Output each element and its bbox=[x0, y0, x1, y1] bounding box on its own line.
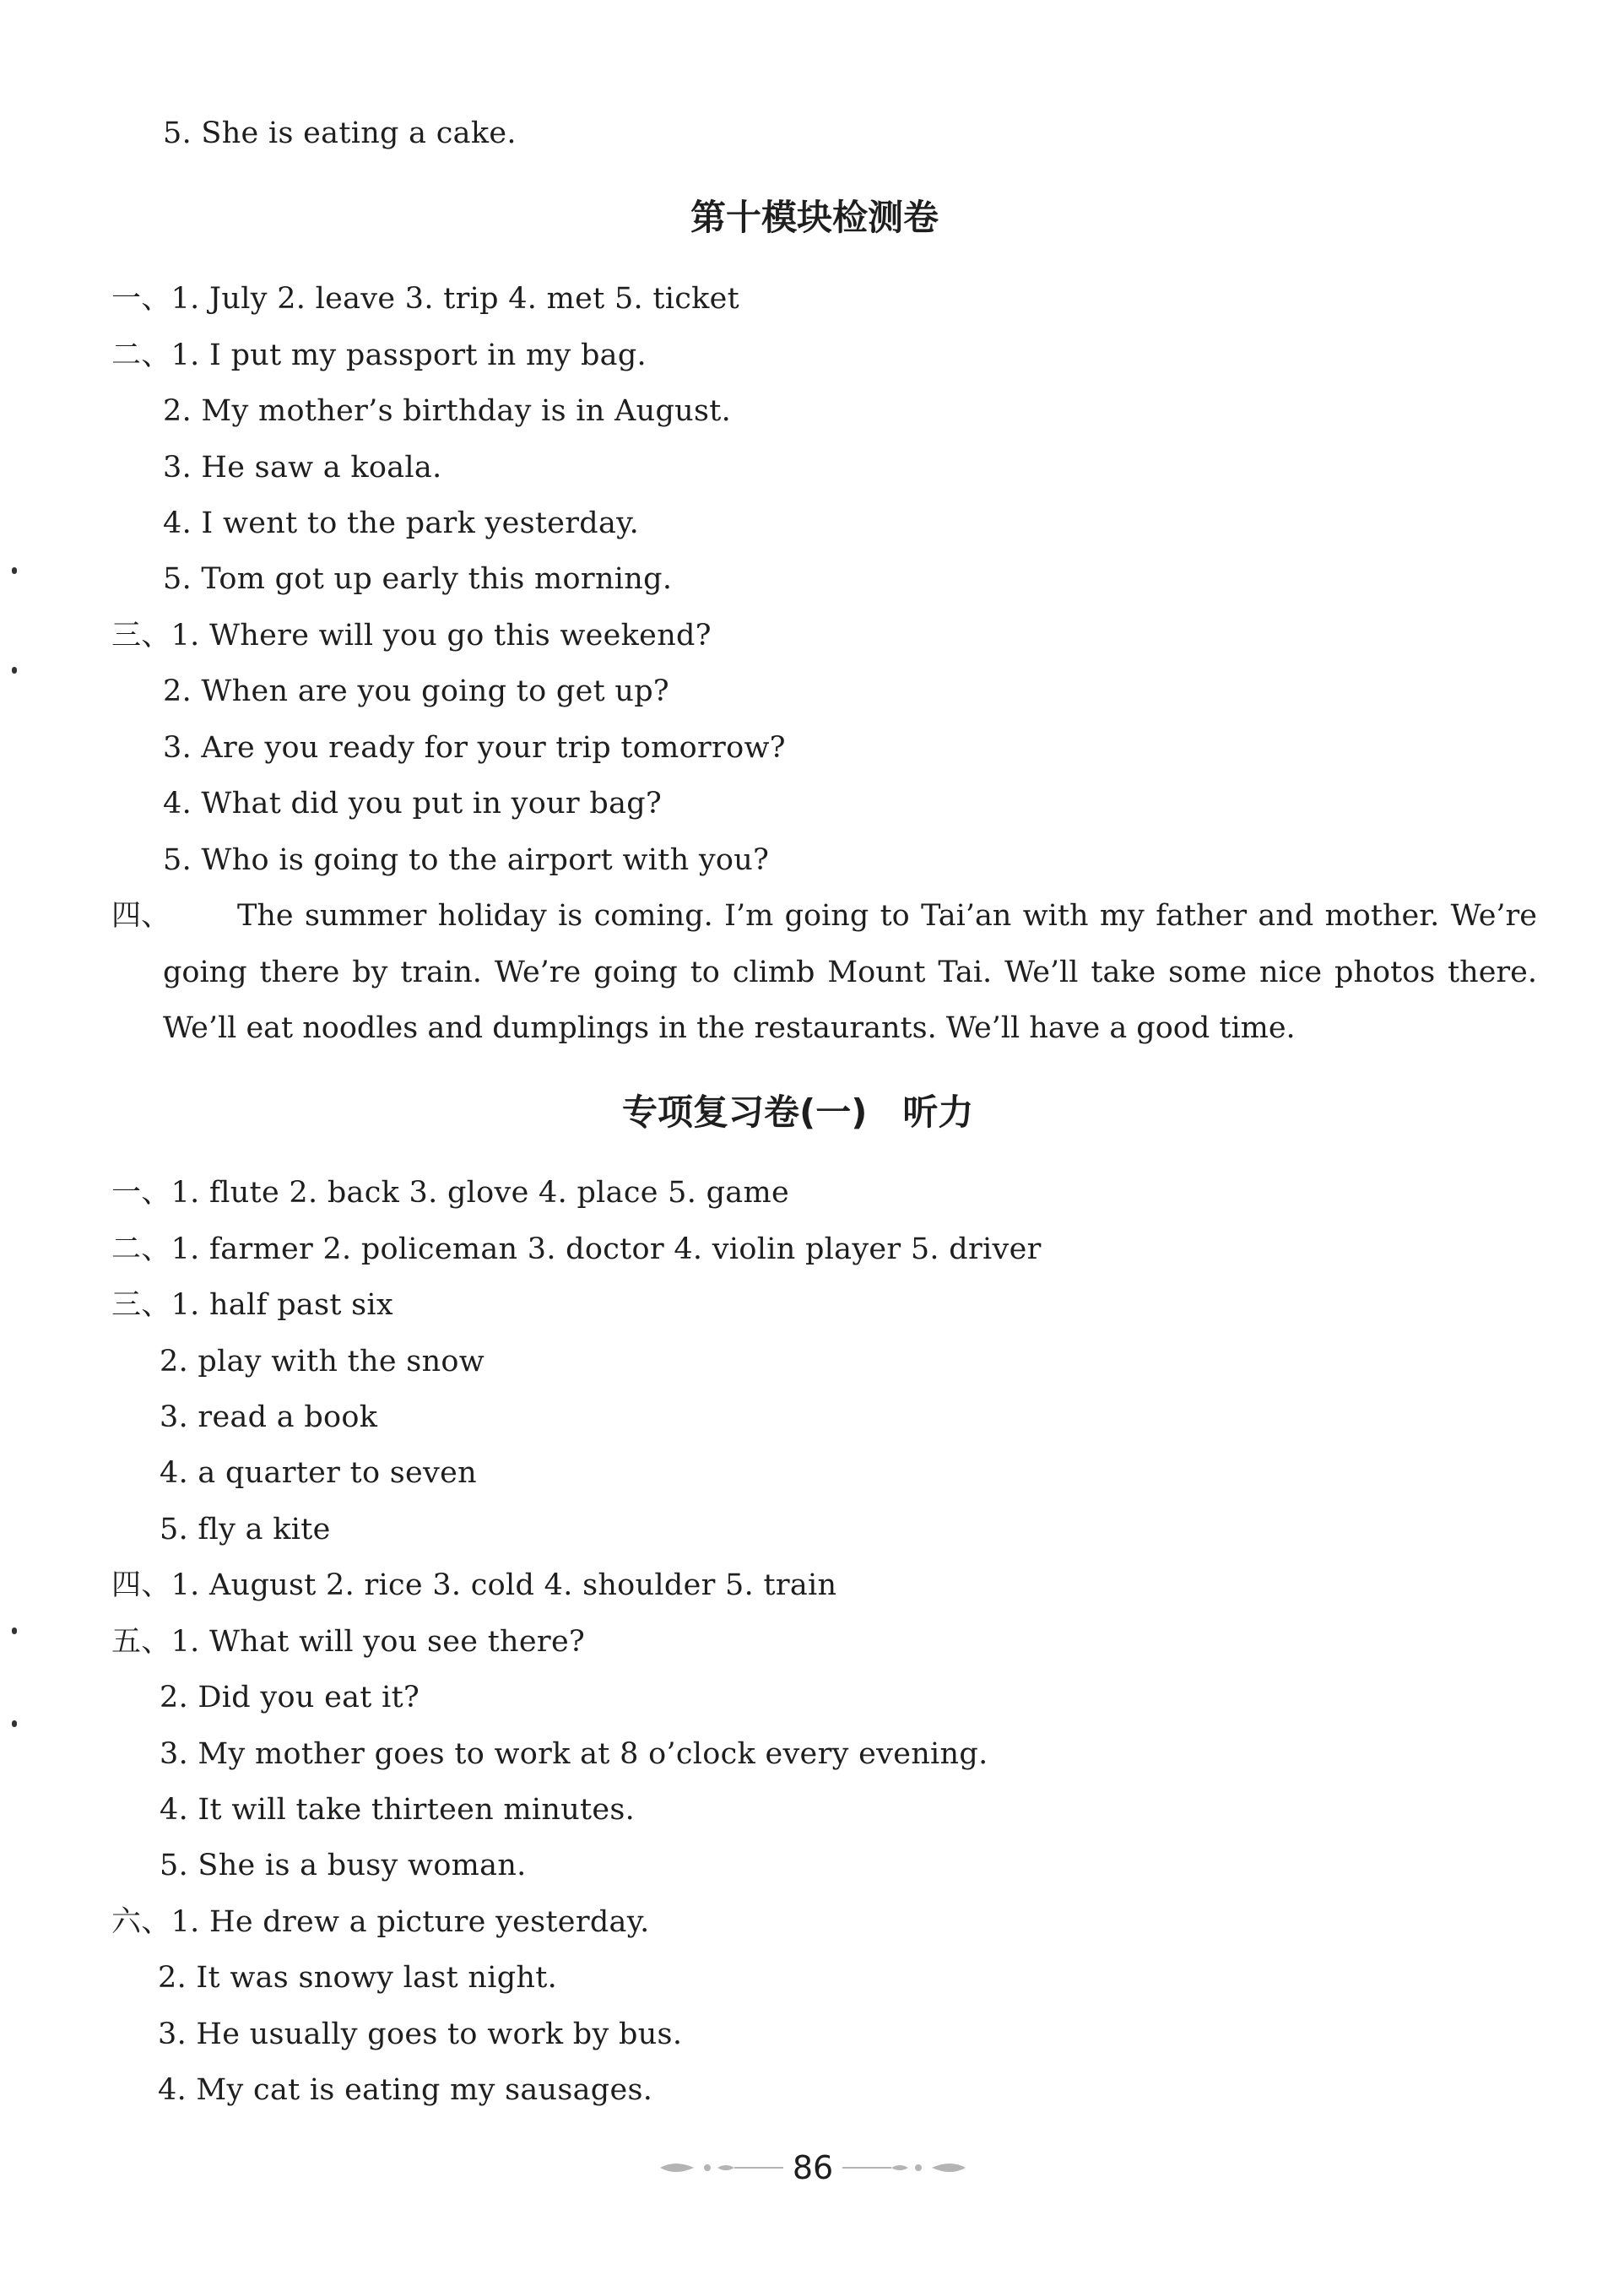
page-number: 86 bbox=[792, 2149, 834, 2186]
s1-part-1 bbox=[111, 279, 739, 318]
part-marker: 三、 bbox=[111, 1288, 171, 1322]
answer-line: 4. It will take thirteen minutes. bbox=[160, 1793, 636, 1827]
answer-line: 5. She is a busy woman. bbox=[160, 1849, 527, 1882]
answer-line: 4. My cat is eating my sausages. bbox=[158, 2073, 653, 2107]
answer-line: 3. My mother goes to work at 8 o’clock every evening. bbox=[160, 1737, 988, 1771]
part-marker: 一、 bbox=[111, 1176, 171, 1210]
answer-line: 1. He drew a picture yesterday. bbox=[171, 1905, 650, 1939]
part-marker: 六、 bbox=[111, 1905, 171, 1939]
part-marker: 五、 bbox=[111, 1625, 171, 1659]
part-marker: 三、 bbox=[111, 619, 171, 653]
answer-line: 3. Are you ready for your trip tomorrow? bbox=[163, 731, 786, 765]
answer-line: 1. flute 2. back 3. glove 4. place 5. game bbox=[171, 1176, 789, 1210]
part-marker: 四、 bbox=[111, 1568, 171, 1602]
answer-line: 5. Who is going to the airport with you? bbox=[163, 843, 770, 877]
part-marker: 二、 bbox=[111, 1232, 171, 1266]
scan-speck bbox=[12, 1720, 17, 1727]
page-footer bbox=[641, 2144, 979, 2191]
answer-line: 4. What did you put in your bag? bbox=[163, 787, 663, 820]
answer-line: 2. play with the snow bbox=[160, 1345, 485, 1378]
s1-part-3-line-1 bbox=[111, 616, 712, 655]
s2-part-6-line-1 bbox=[111, 1903, 650, 1942]
s2-part-1 bbox=[111, 1173, 789, 1212]
answer-line: 2. It was snowy last night. bbox=[158, 1961, 558, 1995]
answer-line: 1. farmer 2. policeman 3. doctor 4. violin player 5. driver bbox=[171, 1232, 1042, 1266]
s2-part-3-line-1 bbox=[111, 1286, 393, 1324]
answer-line: 1. August 2. rice 3. cold 4. shoulder 5. train bbox=[171, 1568, 837, 1602]
answer-line: 1. What will you see there? bbox=[171, 1625, 586, 1659]
s2-part-5-line-1 bbox=[111, 1622, 585, 1661]
scan-speck bbox=[12, 1627, 17, 1634]
answer-line: 2. My mother’s birthday is in August. bbox=[163, 394, 732, 428]
s2-part-2 bbox=[111, 1230, 1042, 1269]
answer-line: 5. fly a kite bbox=[160, 1513, 331, 1546]
part-marker: 二、 bbox=[111, 338, 171, 372]
answer-line: 1. I put my passport in my bag. bbox=[171, 338, 647, 372]
scan-speck bbox=[12, 567, 17, 574]
part-marker: 四、 bbox=[111, 899, 171, 933]
s2-part-4 bbox=[111, 1566, 836, 1605]
top-answer-line: 5. She is eating a cake. bbox=[163, 116, 517, 150]
answer-line: 1. July 2. leave 3. trip 4. met 5. ticket bbox=[171, 282, 740, 316]
s1-part-2-line-1 bbox=[111, 336, 647, 375]
answer-line: 3. He usually goes to work by bus. bbox=[158, 2017, 683, 2051]
answer-line: 4. a quarter to seven bbox=[160, 1456, 477, 1490]
scan-speck bbox=[12, 667, 17, 674]
answer-line: 2. When are you going to get up? bbox=[163, 674, 669, 708]
answer-line: 5. Tom got up early this morning. bbox=[163, 562, 673, 596]
answer-line: 2. Did you eat it? bbox=[160, 1681, 420, 1714]
part-marker: 一、 bbox=[111, 282, 171, 316]
section-title-module-ten: 第十模块检测卷 bbox=[690, 197, 939, 238]
answer-line: 3. read a book bbox=[160, 1400, 378, 1434]
answer-line: 1. half past six bbox=[171, 1288, 393, 1322]
answer-line: 3. He saw a koala. bbox=[163, 451, 442, 485]
answer-line: 4. I went to the park yesterday. bbox=[163, 506, 639, 540]
section-title-listening-review: 专项复习卷(一) 听力 bbox=[622, 1091, 974, 1133]
answer-line: 1. Where will you go this weekend? bbox=[171, 619, 712, 653]
passage-paragraph: The summer holiday is coming. I’m going to Tai’an with my father and mother. We’re going there by train. We’re going to climb Mount Tai. We’ll take some nice photos there. We’ll eat noodles and dumplings in the restaurants. We’ll have a good time. bbox=[163, 899, 1537, 1045]
